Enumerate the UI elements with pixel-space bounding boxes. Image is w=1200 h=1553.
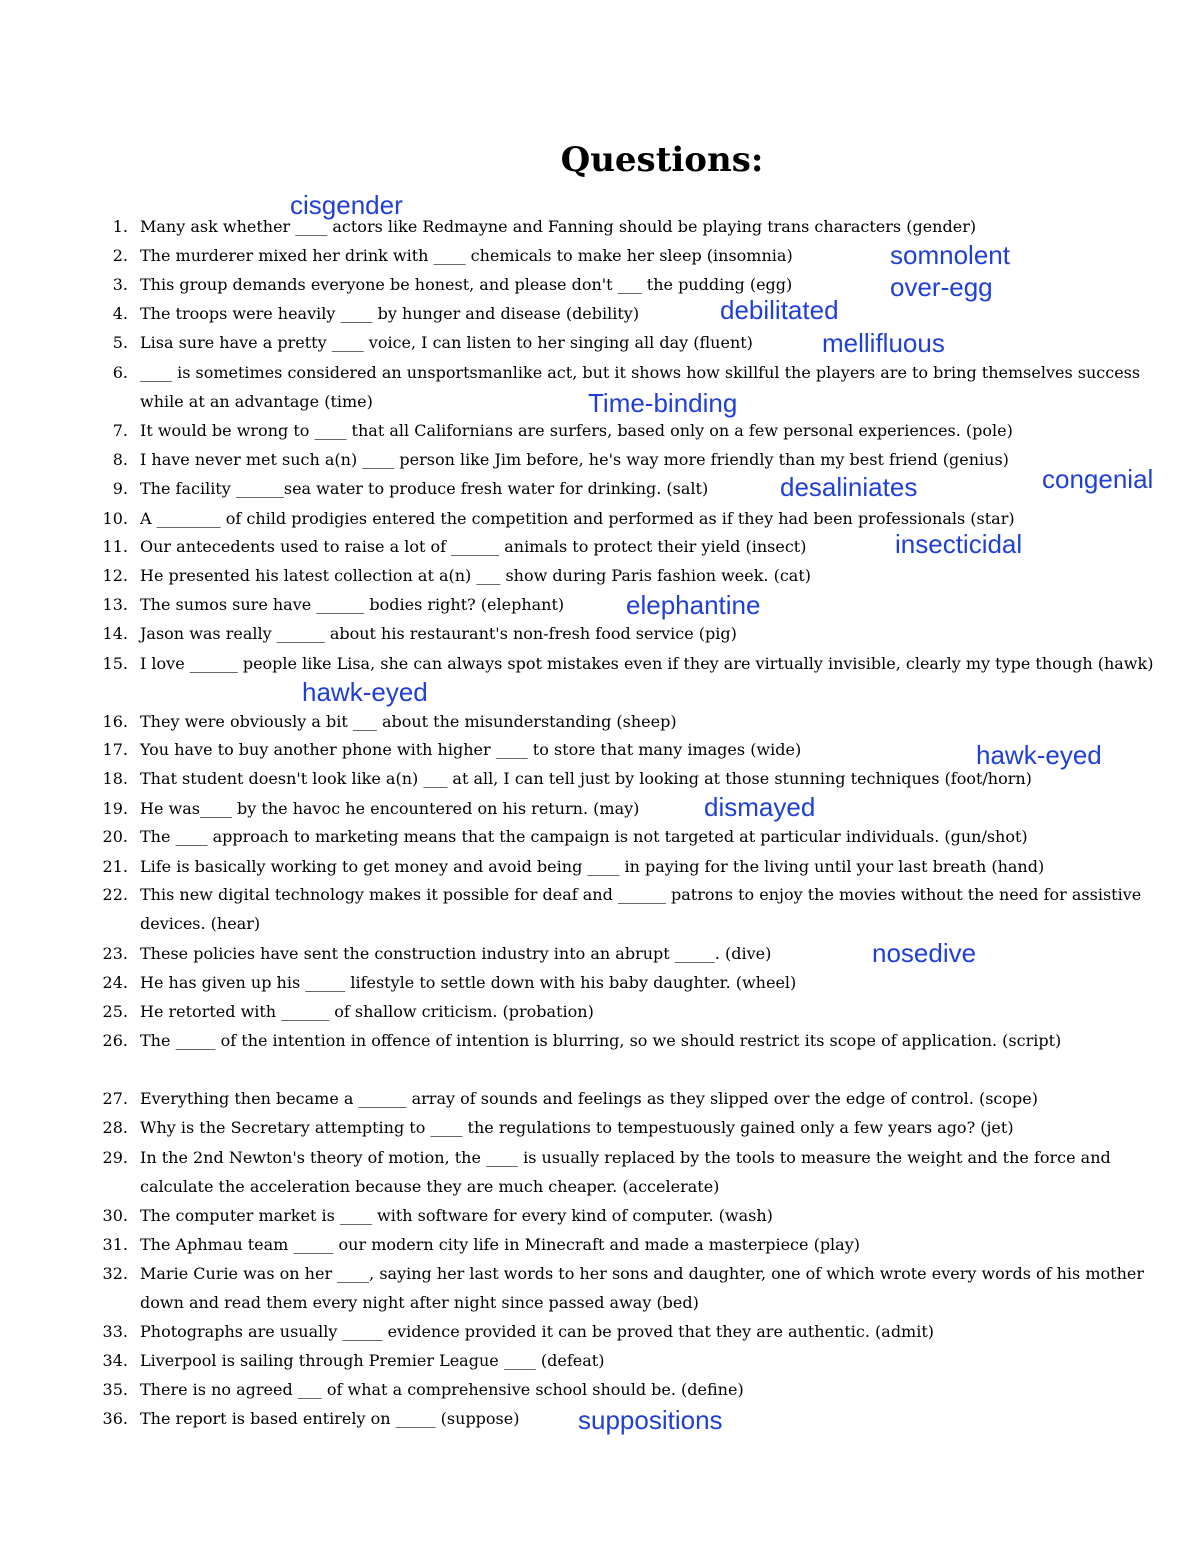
question-item bbox=[0, 764, 1100, 793]
question-number: 3. bbox=[112, 275, 128, 294]
question-text: Photographs are usually _____ evidence provided it can be proved that they are authentic. (admit) bbox=[140, 1322, 935, 1341]
question-item bbox=[0, 445, 1100, 474]
question-number: 18. bbox=[102, 769, 128, 788]
question-number: 19. bbox=[102, 799, 128, 818]
question-text: Jason was really ______ about his restaurant's non-fresh food service (pig) bbox=[140, 624, 737, 643]
question-number: 27. bbox=[102, 1089, 128, 1108]
handwritten-answer: debilitated bbox=[720, 295, 839, 325]
question-number: 28. bbox=[102, 1118, 128, 1137]
question-text: The facility ______sea water to produce fresh water for drinking. (salt) bbox=[140, 479, 709, 498]
handwritten-answer: cisgender bbox=[290, 190, 403, 220]
handwritten-answer: hawk-eyed bbox=[302, 677, 428, 707]
question-item bbox=[0, 358, 1141, 416]
question-number: 10. bbox=[102, 509, 128, 528]
question-item bbox=[0, 619, 1100, 648]
question-item bbox=[0, 474, 1100, 503]
question-number: 5. bbox=[112, 333, 128, 352]
question-number: 20. bbox=[102, 827, 128, 846]
question-item bbox=[0, 1317, 1100, 1346]
question-text: That student doesn't look like a(n) ___ at all, I can tell just by looking at those stunning techniques (foot/horn) bbox=[140, 769, 1032, 788]
question-number: 25. bbox=[102, 1002, 128, 1021]
question-item bbox=[0, 1375, 1100, 1404]
question-text: The ____ approach to marketing means that the campaign is not targeted at particular individuals. (gun/shot) bbox=[140, 827, 1028, 846]
question-text: A ________ of child prodigies entered the competition and performed as if they had been professionals (star) bbox=[140, 509, 1015, 528]
question-number: 23. bbox=[102, 944, 128, 963]
question-text: He was____ by the havoc he encountered on his return. (may) bbox=[140, 799, 640, 818]
question-text: I have never met such a(n) ____ person like Jim before, he's way more friendly than my best friend (genius) bbox=[140, 450, 1009, 469]
question-number: 35. bbox=[102, 1380, 128, 1399]
handwritten-answer: hawk-eyed bbox=[976, 740, 1102, 770]
question-number: 30. bbox=[102, 1206, 128, 1225]
question-item bbox=[0, 997, 1100, 1026]
question-number: 15. bbox=[102, 654, 128, 673]
question-text: Many ask whether ____ actors like Redmayne and Fanning should be playing trans characters (gender) bbox=[140, 217, 977, 236]
question-text: These policies have sent the construction industry into an abrupt _____. (dive) bbox=[140, 944, 772, 963]
question-text: Liverpool is sailing through Premier League ____ (defeat) bbox=[140, 1351, 605, 1370]
question-item bbox=[0, 880, 1142, 938]
question-number: 21. bbox=[102, 857, 128, 876]
question-number: 2. bbox=[112, 246, 128, 265]
question-text: The computer market is ____ with software for every kind of computer. (wash) bbox=[140, 1206, 773, 1225]
handwritten-answer: congenial bbox=[1042, 464, 1154, 494]
question-item bbox=[0, 1230, 1100, 1259]
question-text: The troops were heavily ____ by hunger and disease (debility) bbox=[140, 304, 640, 323]
question-number: 34. bbox=[102, 1351, 128, 1370]
question-number: 16. bbox=[102, 712, 128, 731]
question-item bbox=[0, 707, 1100, 736]
question-text: I love ______ people like Lisa, she can always spot mistakes even if they are virtually invisible, clearly my type though (hawk) bbox=[140, 654, 1154, 673]
question-item bbox=[0, 1201, 1100, 1230]
handwritten-answer: elephantine bbox=[626, 590, 761, 620]
handwritten-answer: mellifluous bbox=[822, 328, 945, 358]
question-text: He presented his latest collection at a(n) ___ show during Paris fashion week. (cat) bbox=[140, 566, 812, 585]
question-item bbox=[0, 1143, 1111, 1201]
question-text: They were obviously a bit ___ about the misunderstanding (sheep) bbox=[140, 712, 677, 731]
question-item bbox=[0, 852, 1100, 881]
question-number: 12. bbox=[102, 566, 128, 585]
question-number: 9. bbox=[112, 479, 128, 498]
handwritten-answer: insecticidal bbox=[895, 529, 1023, 559]
question-text: The _____ of the intention in offence of intention is blurring, so we should restrict its scope of application. (script) bbox=[140, 1031, 1062, 1050]
question-number: 4. bbox=[112, 304, 128, 323]
question-item bbox=[0, 822, 1100, 851]
question-item bbox=[0, 1404, 1100, 1433]
page-title: Questions: bbox=[560, 140, 764, 180]
question-number: 8. bbox=[112, 450, 128, 469]
question-number: 32. bbox=[102, 1264, 128, 1283]
question-item bbox=[0, 968, 1100, 997]
question-item bbox=[0, 590, 1100, 619]
question-item bbox=[0, 649, 1154, 707]
question-text: He retorted with ______ of shallow criticism. (probation) bbox=[140, 1002, 594, 1021]
handwritten-answer: nosedive bbox=[872, 938, 977, 968]
question-number: 13. bbox=[102, 595, 128, 614]
question-item bbox=[0, 1259, 1144, 1317]
question-item bbox=[0, 1346, 1100, 1375]
handwritten-answer: over-egg bbox=[890, 272, 993, 302]
question-number: 7. bbox=[112, 421, 128, 440]
question-item bbox=[0, 1026, 1100, 1084]
question-item bbox=[0, 735, 1100, 764]
question-number: 1. bbox=[112, 217, 128, 236]
question-number: 29. bbox=[102, 1148, 128, 1167]
question-text: Everything then became a ______ array of sounds and feelings as they slipped over the edge of control. (scope) bbox=[140, 1089, 1038, 1108]
question-text: Why is the Secretary attempting to ____ the regulations to tempestuously gained only a few years ago? (jet) bbox=[140, 1118, 1014, 1137]
question-number: 31. bbox=[102, 1235, 128, 1254]
question-text: The report is based entirely on _____ (suppose) bbox=[140, 1409, 520, 1428]
question-item bbox=[0, 212, 1100, 241]
handwritten-answer: Time-binding bbox=[588, 388, 738, 418]
question-number: 36. bbox=[102, 1409, 128, 1428]
question-number: 22. bbox=[102, 885, 128, 904]
question-item bbox=[0, 561, 1100, 590]
question-number: 26. bbox=[102, 1031, 128, 1050]
question-text: There is no agreed ___ of what a comprehensive school should be. (define) bbox=[140, 1380, 744, 1399]
handwritten-answer: desaliniates bbox=[780, 472, 918, 502]
question-text: You have to buy another phone with higher ____ to store that many images (wide) bbox=[140, 740, 802, 759]
question-item bbox=[0, 299, 1100, 328]
question-item bbox=[0, 416, 1100, 445]
question-text: The Aphmau team _____ our modern city life in Minecraft and made a masterpiece (play) bbox=[140, 1235, 860, 1254]
question-text: In the 2nd Newton's theory of motion, the ____ is usually replaced by the tools to measure the weight and the force and calculate the acceleration because they are much cheaper. (accelerate) bbox=[140, 1148, 1111, 1196]
question-text: Life is basically working to get money and avoid being ____ in paying for the living until your last breath (hand) bbox=[140, 857, 1045, 876]
handwritten-answer: suppositions bbox=[578, 1405, 723, 1435]
question-text: Marie Curie was on her ____, saying her last words to her sons and daughter, one of which wrote every words of his mother down and read them every night after night since passed away (bed) bbox=[140, 1264, 1144, 1312]
question-text: Lisa sure have a pretty ____ voice, I can listen to her singing all day (fluent) bbox=[140, 333, 753, 352]
question-item bbox=[0, 794, 1100, 823]
handwritten-answer: dismayed bbox=[704, 792, 816, 822]
question-text: It would be wrong to ____ that all Californians are surfers, based only on a few personal experiences. (pole) bbox=[140, 421, 1013, 440]
question-number: 6. bbox=[112, 363, 128, 382]
handwritten-answer: somnolent bbox=[890, 240, 1010, 270]
question-text: Our antecedents used to raise a lot of ______ animals to protect their yield (insect) bbox=[140, 537, 807, 556]
question-number: 33. bbox=[102, 1322, 128, 1341]
question-number: 24. bbox=[102, 973, 128, 992]
question-number: 14. bbox=[102, 624, 128, 643]
question-text: ____ is sometimes considered an unsportsmanlike act, but it shows how skillful the players are to bring themselves success while at an advantage (time) bbox=[140, 363, 1141, 411]
question-item bbox=[0, 1084, 1100, 1113]
question-item bbox=[0, 1113, 1100, 1142]
question-number: 11. bbox=[102, 537, 128, 556]
question-text: The murderer mixed her drink with ____ chemicals to make her sleep (insomnia) bbox=[140, 246, 793, 265]
question-text: This group demands everyone be honest, and please don't ___ the pudding (egg) bbox=[140, 275, 793, 294]
question-text: He has given up his _____ lifestyle to settle down with his baby daughter. (wheel) bbox=[140, 973, 797, 992]
question-text: This new digital technology makes it possible for deaf and ______ patrons to enjoy the movies without the need for assistive devices. (hear) bbox=[140, 885, 1142, 933]
question-text: The sumos sure have ______ bodies right? (elephant) bbox=[140, 595, 565, 614]
question-number: 17. bbox=[102, 740, 128, 759]
